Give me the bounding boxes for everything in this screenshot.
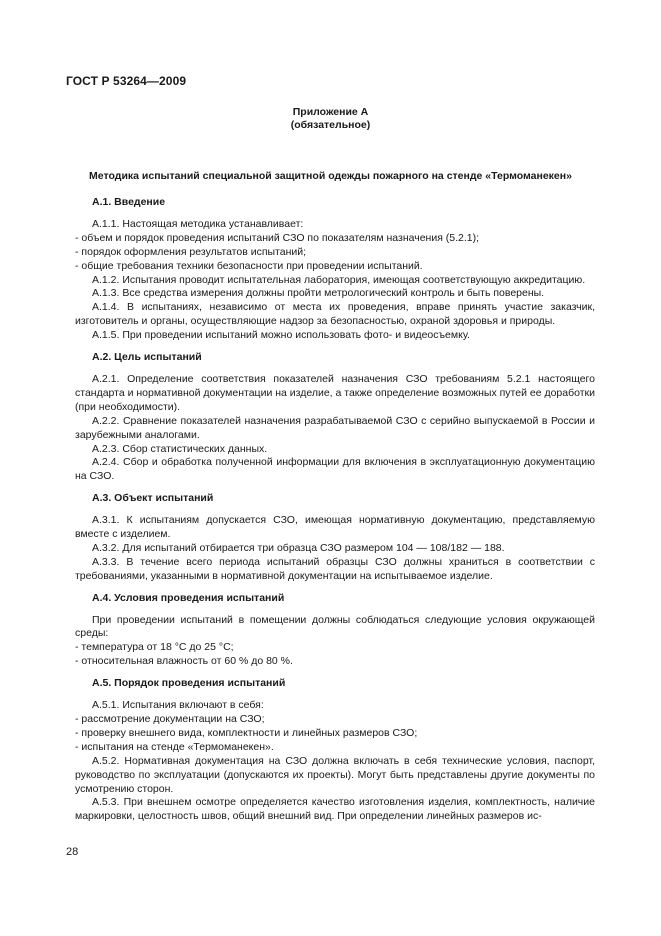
section-heading: А.5. Порядок проведения испытаний <box>92 677 286 690</box>
list-item: - температура от 18 °С до 25 °С; <box>75 641 234 654</box>
list-item: - порядок оформления результатов испытаний; <box>75 245 307 258</box>
section-heading: А.2. Цель испытаний <box>92 351 202 364</box>
main-title: Методика испытаний специальной защитной одежды пожарного на стенде «Термоманекен» <box>89 170 572 182</box>
list-item: - объем и порядок проведения испытаний СЗО по показателям назначения (5.2.1); <box>75 231 480 244</box>
document-code: ГОСТ Р 53264—2009 <box>66 74 187 88</box>
section-heading: А.1. Введение <box>92 196 166 208</box>
paragraph: А.1.5. При проведении испытаний можно использовать фото- и видеосъемку. <box>92 329 470 342</box>
list-item: - рассмотрение документации на СЗО; <box>75 713 265 725</box>
document-body <box>75 196 595 824</box>
paragraph: А.5.3. При внешнем осмотре определяется качество изготовления изделия, комплектность, наличие маркировки, целостность швов, общий внешний вид. При определении линейных размеров ис- <box>75 796 595 823</box>
section-conditions <box>75 592 595 670</box>
paragraph: А.2.1. Определение соответствия показателей назначения СЗО требованиям 5.2.1 настоящего стандарта и нормативной документации на изделие, а также определение возможных путей ее доработки (при необходимости). <box>75 372 596 413</box>
paragraph: А.1.3. Все средства измерения должны пройти метрологический контроль и быть поверены. <box>92 287 545 300</box>
paragraph: А.3.1. К испытаниям допускается СЗО, имеющая нормативную документацию, представляемую вместе с изделием. <box>75 514 595 541</box>
paragraph: А.3.2. Для испытаний отбирается три образца СЗО размером 104 — 108/182 — 188. <box>92 541 505 554</box>
appendix-heading <box>0 106 661 132</box>
section-heading: А.3. Объект испытаний <box>92 492 214 505</box>
paragraph: А.1.1. Настоящая методика устанавливает: <box>92 217 304 230</box>
section-introduction <box>75 196 595 343</box>
paragraph: А.2.2. Сравнение показателей назначения разрабатываемой СЗО с серийно выпускаемой в России и зарубежными аналогами. <box>75 414 595 441</box>
paragraph: А.3.3. В течение всего периода испытаний образцы СЗО должны храниться в соответствии с требованиями, указанными в нормативной документации на испытываемое изделие. <box>75 555 595 582</box>
section-object <box>75 492 595 583</box>
paragraph: При проведении испытаний в помещении должны соблюдаться следующие условия окружающей среды: <box>75 613 595 640</box>
section-purpose <box>75 351 595 484</box>
paragraph: А.2.4. Сбор и обработка полученной информации для включения в эксплуатационную документацию на СЗО. <box>75 456 595 483</box>
page-number: 28 <box>66 846 79 858</box>
paragraph: А.5.2. Нормативная документация на СЗО должна включать в себя технические условия, паспорт, руководство по эксплуатации (допускаются их проекты). Могут быть представлены другие документы по усмотрению сторон. <box>75 754 595 795</box>
appendix-status: (обязательное) <box>290 119 371 131</box>
list-item: - проверку внешнего вида, комплектности и линейных размеров СЗО; <box>75 726 418 739</box>
paragraph: А.1.4. В испытаниях, независимо от места их проведения, вправе принять участие заказчик, изготовитель и органы, осуществляющие надзор за безопасностью, охраной здоровья и природы. <box>75 301 595 328</box>
list-item: - относительная влажность от 60 % до 80 %. <box>75 655 293 668</box>
list-item: - общие требования техники безопасности при проведении испытаний. <box>75 259 423 272</box>
paragraph: А.5.1. Испытания включают в себя: <box>92 699 264 712</box>
list-item: - испытания на стенде «Термоманекен». <box>75 740 274 753</box>
paragraph: А.2.3. Сбор статистических данных. <box>92 442 268 455</box>
appendix-label: Приложение А <box>292 106 369 118</box>
paragraph: А.1.2. Испытания проводит испытательная лаборатория, имеющая соответствующую аккредитацию. <box>92 273 586 286</box>
section-procedure <box>75 677 595 824</box>
section-heading: А.4. Условия проведения испытаний <box>92 591 285 604</box>
